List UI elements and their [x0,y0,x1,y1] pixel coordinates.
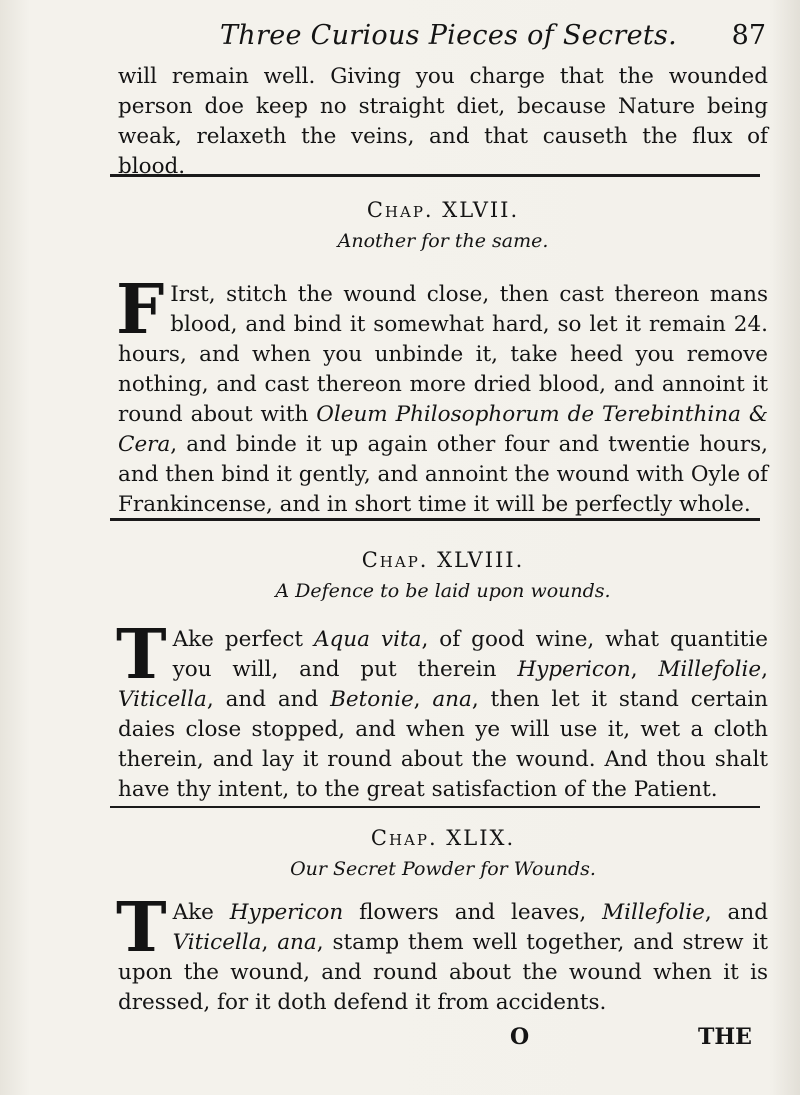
drop-cap: T [116,888,167,968]
chapter-subtitle: Another for the same. [337,230,549,252]
catchword: THE [698,1024,752,1050]
text-run: , [413,687,433,712]
text-run: Ake [172,900,230,925]
italic-term: ana [277,930,317,955]
italic-term: Hypericon [229,900,344,925]
italic-term: Viticella [118,687,207,712]
italic-term: ana [432,687,472,712]
text-run: , and [704,900,768,925]
intro-text: will remain well. Giving you charge that the wounded person doe keep no straight diet, because Nature being weak, relaxeth the veins, and that causeth the flux of blood. [118,64,768,179]
text-run: Ake perfect [172,627,315,652]
section-rule [110,174,760,177]
text-run: , [630,657,659,682]
paragraph-text [116,888,768,1015]
italic-term: Viticella [172,930,262,955]
signature-mark: O [510,1024,530,1050]
text-run: , then let it stand certain daies close stopped, and when ye will use it, wet a cloth therein, and lay it round about the wound. And thou shalt have thy intent, to the great satisfaction of the Patient. [118,687,769,802]
chapter-heading: Chap. XLIX. [370,826,516,850]
text-run: Irst, stitch the wound close, then cast thereon mans blood, and bind it somewhat hard, so let it remain 24. hours, and when you unbinde it, take heed you remove nothing, and cast thereon more dried blood, and annoint it round about with [118,282,768,427]
section-rule [110,518,760,521]
chapter-heading: Chap. XLVII. [366,198,520,222]
drop-cap: T [116,615,167,695]
text-run: , [261,930,278,955]
paragraph-text [116,270,768,517]
intro-paragraph [118,62,768,182]
italic-term: Millefolie [602,900,705,925]
drop-cap: F [116,270,165,350]
text-run: , and binde it up again other four and twentie hours, and then bind it gently, and annoint the wound with Oyle of Frankincense, and in short time it will be perfectly whole. [118,432,768,517]
chapter-body [116,888,768,1018]
chapter-body [116,270,768,520]
text-run: , [761,657,768,682]
section-rule [110,806,760,808]
text-run: , and and [206,687,331,712]
paragraph-text [116,615,769,802]
text-run: , of good wine, what quantitie you will, and put therein [172,627,768,682]
chapter-subtitle: Our Secret Powder for Wounds. [290,858,596,880]
page-number: 87 [731,20,766,51]
chapter-paragraph [116,270,768,520]
chapter-paragraph [116,888,768,1018]
chapter-heading: Chap. XLVIII. [361,548,525,572]
chapter-body [116,615,769,805]
chapter-paragraph [116,615,769,805]
italic-term: Betonie [330,687,414,712]
italic-term: Oleum Philosophorum de Terebinthina & Cera [118,402,768,457]
text-run: , stamp them well together, and strew it upon the wound, and round about the wound when it is dressed, for it doth defend it from accidents. [118,930,768,1015]
italic-term: Aqua vita [314,627,422,652]
chapter-subtitle: A Defence to be laid upon wounds. [275,580,611,602]
italic-term: Millefolie [658,657,762,682]
running-title: Three Curious Pieces of Secrets. [220,20,678,51]
italic-term: Hypericon [517,657,631,682]
text-run: flowers and leaves, [343,900,603,925]
running-header [0,14,800,54]
